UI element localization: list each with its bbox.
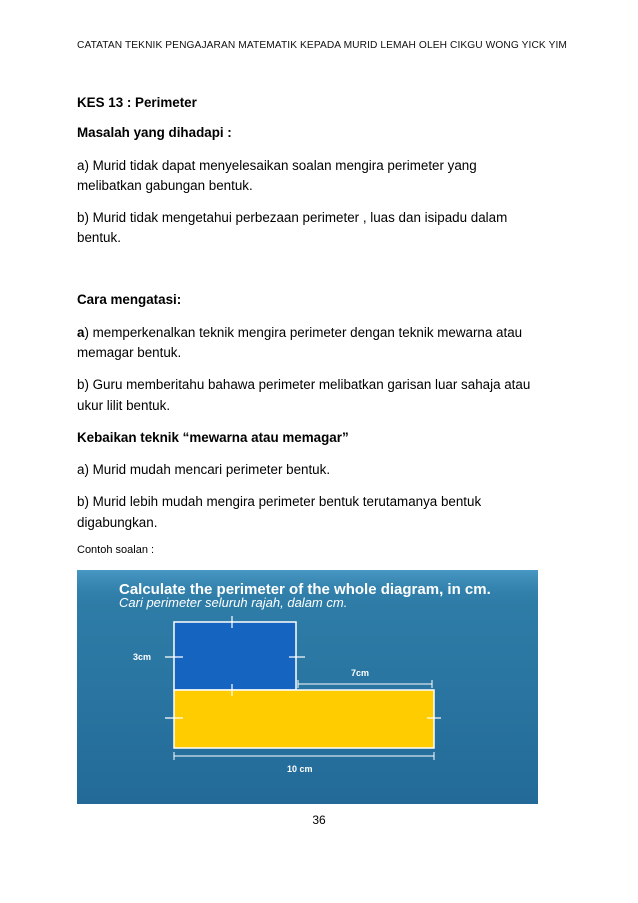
solution-a-text: ) memperkenalkan teknik mengira perimeter dengan teknik mewarna atau [84, 325, 523, 340]
solution-b-line-2: ukur lilit bentuk. [77, 398, 171, 413]
yellow-rectangle [174, 690, 434, 748]
solution-a-line-1 [77, 325, 522, 340]
problem-heading: Masalah yang dihadapi : [77, 125, 232, 140]
height-label: 3cm [133, 652, 152, 662]
seven-cm-label: 7cm [351, 668, 370, 678]
blue-square [174, 622, 296, 690]
ten-cm-dimension [174, 752, 434, 760]
solution-heading: Cara mengatasi: [77, 292, 182, 307]
solution-a-line-2: memagar bentuk. [77, 345, 182, 360]
problem-a-line-2: melibatkan gabungan bentuk. [77, 178, 253, 193]
perimeter-example-figure [77, 570, 538, 804]
solution-b-line-1: b) Guru memberitahu bahawa perimeter melibatkan garisan luar sahaja atau [77, 377, 531, 392]
figure-subtitle: Cari perimeter seluruh rajah, dalam cm. [119, 595, 348, 610]
seven-cm-dimension [298, 680, 432, 688]
problem-a-line-1: a) Murid tidak dapat menyelesaikan soalan mengira perimeter yang [77, 158, 477, 173]
ten-cm-label: 10 cm [287, 764, 313, 774]
problem-b-line-1: b) Murid tidak mengetahui perbezaan perimeter , luas dan isipadu dalam [77, 210, 508, 225]
document-header: CATATAN TEKNIK PENGAJARAN MATEMATIK KEPADA MURID LEMAH OLEH CIKGU WONG YICK YIM [77, 40, 567, 51]
benefit-a: a) Murid mudah mencari perimeter bentuk. [77, 462, 331, 477]
figure-title: Calculate the perimeter of the whole diagram, in cm. [119, 581, 491, 598]
page-number: 36 [312, 813, 326, 827]
perimeter-diagram [77, 570, 538, 804]
benefit-b-line-1: b) Murid lebih mudah mengira perimeter bentuk terutamanya bentuk [77, 494, 482, 509]
example-label: Contoh soalan : [77, 544, 155, 556]
case-title: KES 13 : Perimeter [77, 95, 197, 110]
problem-b-line-2: bentuk. [77, 230, 121, 245]
benefit-b-line-2: digabungkan. [77, 515, 158, 530]
solution-a-letter: a [77, 325, 85, 340]
benefit-heading: Kebaikan teknik “mewarna atau memagar” [77, 430, 349, 445]
